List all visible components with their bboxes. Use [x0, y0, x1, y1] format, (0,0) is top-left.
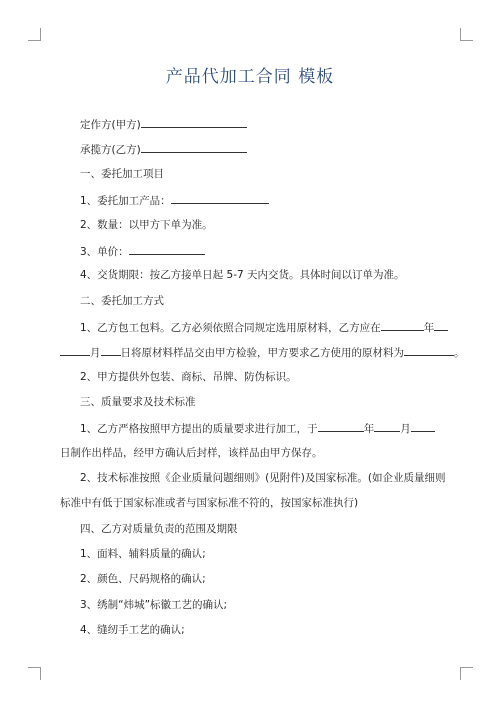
clause-line [80, 420, 435, 436]
clause-line [80, 319, 448, 335]
clause-line: 1、面料、辅料质量的确认; [80, 548, 206, 560]
product-blank [171, 192, 269, 204]
clause-text: 1、乙方包工包料。乙方必须依照合同规定选用原材料，乙方应在 [80, 322, 381, 334]
clause-text: 月 [400, 423, 411, 435]
clause-line [60, 344, 465, 360]
clause-text: 年 [423, 322, 435, 334]
document-title: 产品代加工合同 模板 [165, 67, 335, 87]
clause-text: 3、单价： [80, 246, 129, 258]
month-blank [374, 420, 400, 432]
clause-line: 2、数量：以甲方下单为准。 [80, 219, 213, 231]
clause-line [80, 243, 205, 259]
party-b-label: 承揽方(乙方) [80, 144, 141, 156]
clause-line [80, 192, 269, 208]
material-blank [404, 344, 454, 356]
clause-line: 2、颜色、尺码规格的确认; [80, 573, 206, 585]
party-b-blank [141, 141, 247, 153]
page-corner-mark [28, 28, 41, 41]
clause-text: 日将原材料样品交由甲方检验，甲方要求乙方使用的原材料为 [120, 347, 404, 359]
clause-line: 4、缝纫手工艺的确认; [80, 624, 185, 636]
party-a-blank [141, 116, 247, 128]
clause-line: 4、交货期限：按乙方接单日起 5-7 天内交货。具体时间以订单为准。 [80, 269, 405, 281]
clause-text: 年 [363, 423, 375, 435]
clause-line: 3、绣制“炜城”标徽工艺的确认; [80, 599, 228, 611]
clause-line: 日制作出样品，经甲方确认后封样，该样品由甲方保存。 [60, 447, 323, 459]
clause-line: 标准中有低于国家标准或者与国家标准不符的，按国家标准执行) [60, 497, 359, 509]
clause-text: 1、委托加工产品： [80, 195, 171, 207]
clause-line: 2、技术标准按照《企业质量问题细则》(见附件)及国家标准。(如企业质量细则 [80, 472, 446, 484]
clause-text: 月 [90, 347, 101, 359]
clause-text: 1、乙方严格按照甲方提出的质量要求进行加工，于 [80, 423, 318, 435]
party-a-label: 定作方(甲方) [80, 119, 141, 131]
year-blank [318, 420, 364, 432]
price-blank [129, 243, 205, 255]
year-blank [381, 319, 424, 331]
clause-text: 。 [454, 347, 465, 359]
day-blank [101, 344, 121, 356]
section-heading: 四、乙方对质量负责的范围及期限 [80, 523, 238, 535]
section-heading: 一、委托加工项目 [80, 168, 164, 180]
party-a-line [80, 116, 247, 132]
month-blank [60, 344, 90, 356]
page-corner-mark [460, 28, 473, 41]
section-heading: 二、委托加工方式 [80, 295, 164, 307]
blank [434, 319, 448, 331]
clause-line: 2、甲方提供外包装、商标、吊牌、防伪标识。 [80, 371, 297, 383]
page-corner-mark [460, 667, 473, 680]
party-b-line [80, 141, 247, 157]
page-corner-mark [28, 667, 41, 680]
day-blank [411, 420, 435, 432]
section-heading: 三、质量要求及技术标准 [80, 396, 196, 408]
